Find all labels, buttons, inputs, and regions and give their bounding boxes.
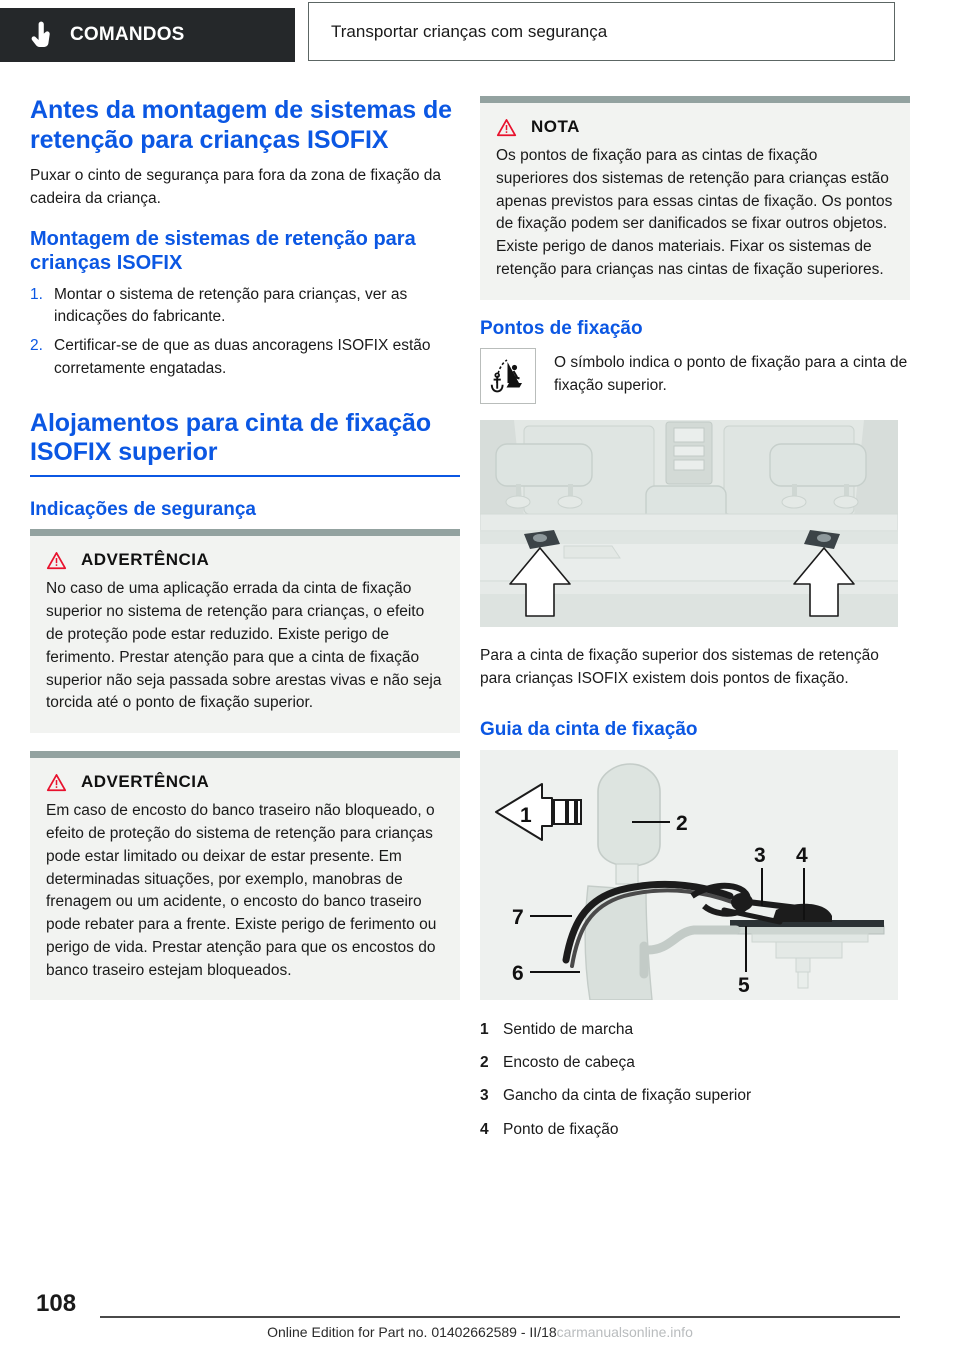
legend-text: Sentido de marcha (503, 1020, 634, 1038)
paragraph-puxar-cinto: Puxar o cinto de segurança para fora da zona de fixação da cadeira da criança. (30, 167, 442, 207)
breadcrumb[interactable] (308, 2, 895, 61)
warning-box-text: Em caso de encosto do banco traseiro não bloqueado, o efeito de proteção do sistema de retenção para crianças pode estar limitado ou deixar de estar presente. Em determinadas situações, por exemplo, manobras de frenagem ou um acidente, o encosto do banco traseiro pode rebater para a frente. Existe perigo de ferimento ou perigo de vida. Prestar atenção para que os encostos do banco traseiro estejam bloqueados. (46, 802, 437, 979)
step-text: Montar o sistema de retenção para crianças, ver as indicações do fabricante. (54, 285, 408, 326)
list-item (480, 1051, 910, 1074)
footer-divider (100, 1316, 900, 1318)
note-box (480, 96, 910, 300)
svg-text:7: 7 (512, 905, 524, 929)
legend-text: Gancho da cinta de fixação superior (503, 1087, 752, 1105)
svg-text:2: 2 (676, 811, 688, 835)
heading-indicacoes-seguranca: Indicações de segurança (30, 498, 256, 520)
note-box-title: NOTA (531, 117, 580, 136)
rear-parcel-shelf-anchor-points-illustration (480, 420, 898, 627)
spacer (30, 387, 460, 409)
list-item (30, 335, 460, 381)
heading-alojamentos: Alojamentos para cinta de fixação ISOFIX superior (30, 409, 460, 477)
legend-text: Encosto de cabeça (503, 1054, 635, 1072)
warning-box-title: ADVERTÊNCIA (81, 772, 210, 792)
page-number: 108 (36, 1290, 77, 1317)
header-section-tab-label: COMANDOS (70, 24, 185, 45)
legend-number: 2 (480, 1054, 489, 1072)
svg-text:5: 5 (738, 973, 750, 997)
spacer (480, 707, 910, 719)
symbol-description: O símbolo indica o ponto de fixação para a cinta de fixação superior. (554, 354, 908, 395)
step-number: 1. (30, 285, 43, 303)
list-item (480, 1084, 910, 1107)
left-column (30, 96, 460, 1151)
symbol-row (480, 348, 910, 404)
step-text: Certificar-se de que as duas ancoragens ISOFIX estão corretamente engatadas. (54, 337, 431, 377)
breadcrumb-label: Transportar crianças com segurança (331, 21, 608, 41)
warning-triangle-icon (496, 118, 517, 137)
header-section-tab[interactable] (0, 8, 295, 62)
heading-pontos-de-fixacao: Pontos de fixação (480, 317, 643, 339)
hand-pointing-icon (30, 20, 56, 50)
page-header (0, 0, 960, 62)
svg-text:6: 6 (512, 961, 524, 985)
footer-edition-text: Online Edition for Part no. 01402662589 - II/18 (267, 1324, 557, 1340)
svg-text:1: 1 (520, 803, 532, 827)
warning-box-title: ADVERTÊNCIA (81, 550, 210, 570)
legend-text: Ponto de fixação (503, 1120, 619, 1138)
figure-legend-list (480, 1018, 910, 1141)
heading-montagem-sistemas: Montagem de sistemas de retenção para crianças ISOFIX (30, 227, 416, 274)
heading-guia-da-cinta: Guia da cinta de fixação (480, 719, 698, 741)
note-box-text: Os pontos de fixação para as cintas de fixação superiores dos sistemas de retenção para crianças estão apenas previstos para essas cintas de fixação. Os pontos de fixação podem ser danificados se fixar outros objetos. Existe perigo de danos materiais. Fixar os sistemas de retenção para crianças nas cintas de fixação superiores. (496, 147, 893, 278)
footer-note (0, 1324, 960, 1340)
heading-antes-da-montagem: Antes da montagem de sistemas de retenção para crianças ISOFIX (30, 96, 452, 154)
warning-box-1 (30, 529, 460, 733)
warning-triangle-icon (46, 773, 67, 792)
note-box-top-bar (480, 96, 910, 103)
warning-box-top-bar (30, 529, 460, 536)
warning-box-2 (30, 751, 460, 1000)
list-item (480, 1118, 910, 1141)
footer-watermark: carmanualsonline.info (556, 1324, 693, 1340)
warning-box-top-bar (30, 751, 460, 758)
page-content (0, 96, 960, 1151)
svg-text:3: 3 (754, 843, 766, 867)
top-tether-routing-illustration (480, 750, 898, 1000)
list-item (480, 1018, 910, 1041)
svg-text:4: 4 (796, 843, 808, 867)
legend-number: 1 (480, 1020, 489, 1038)
steps-list (30, 284, 460, 381)
warning-box-text: No caso de uma aplicação errada da cinta de fixação superior no sistema de retenção para crianças, o efeito de proteção pode estar reduzido. Existe perigo de ferimento. Prestar atenção para que a cinta de fixação superior não seja passada sobre arestas vivas e não seja torcida até o ponto de fixação superior. (46, 580, 442, 712)
paragraph-dois-pontos-fixacao: Para a cinta de fixação superior dos sistemas de retenção para crianças ISOFIX existem dois pontos de fixação. (480, 647, 879, 688)
legend-number: 4 (480, 1120, 489, 1138)
step-number: 2. (30, 337, 43, 355)
list-item (30, 284, 460, 330)
right-column (480, 96, 910, 1151)
warning-triangle-icon (46, 551, 67, 570)
page-footer (0, 1276, 960, 1362)
child-seat-anchor-symbol-icon (480, 348, 536, 404)
legend-number: 3 (480, 1087, 489, 1105)
